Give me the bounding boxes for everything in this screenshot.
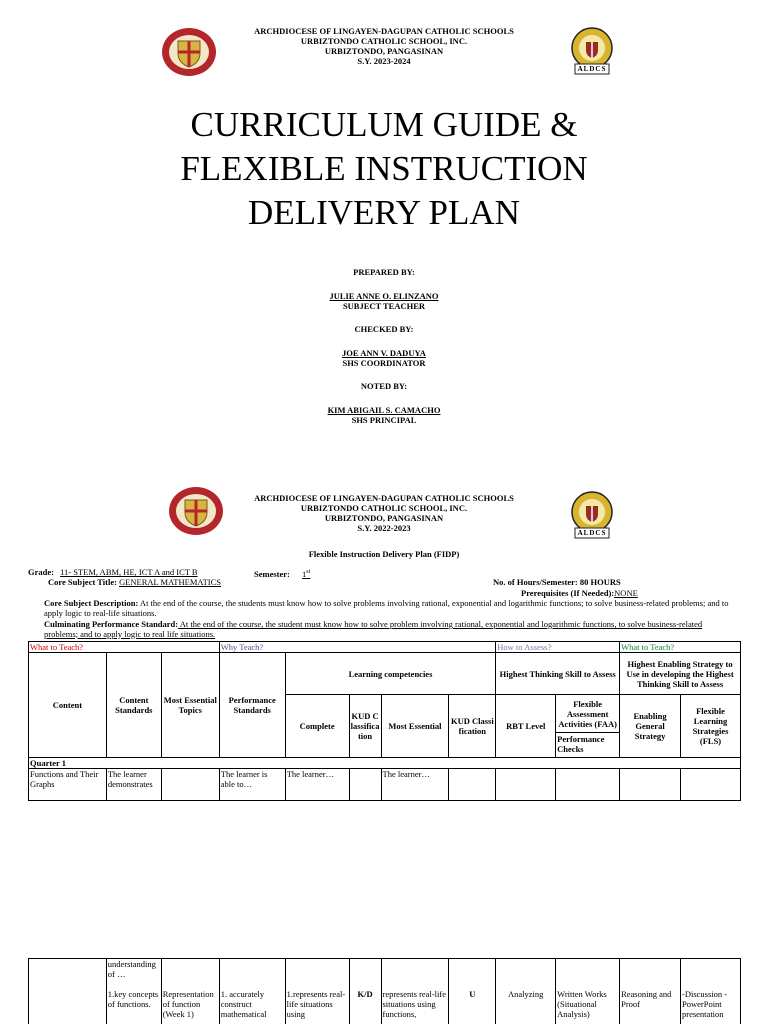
fidp-heading: Flexible Instruction Delivery Plan (FIDP) xyxy=(308,549,460,559)
core-subject-title-line xyxy=(48,577,221,587)
header-school-year: S.Y. 2023-2024 xyxy=(357,56,411,66)
desc-label: Core Subject Description: xyxy=(44,598,139,608)
table-row xyxy=(29,769,741,801)
header-archdiocese: ARCHDIOCESE OF LINGAYEN-DAGUPAN CATHOLIC SCHOOLS xyxy=(254,26,514,36)
aldcs-logo-text: ALDCS xyxy=(577,65,607,73)
section-what-to-teach: What to Teach? xyxy=(29,642,220,653)
table-row xyxy=(29,959,741,1024)
header-row-1 xyxy=(29,653,741,695)
cell-content-standards-2 xyxy=(106,959,161,1024)
noted-by-name: KIM ABIGAIL S. CAMACHO xyxy=(327,405,441,415)
header-school: URBIZTONDO CATHOLIC SCHOOL, INC. xyxy=(300,36,468,46)
header-archdiocese-2: ARCHDIOCESE OF LINGAYEN-DAGUPAN CATHOLIC SCHOOLS xyxy=(254,493,514,503)
desc-text: At the end of the course, the students must know how to solve problems involving rational, exponential and logarithmic functions; to solve business-related problems; and to apply logic to real-life situations. xyxy=(44,598,729,618)
noted-by-label: NOTED BY: xyxy=(360,381,408,391)
col-faa-cell xyxy=(556,695,620,758)
prepared-by-label: PREPARED BY: xyxy=(353,267,415,277)
header-school-year-2: S.Y. 2022-2023 xyxy=(357,523,411,533)
complete-item: 1.represents real-life situations using xyxy=(286,989,346,1019)
checked-by-name: JOE ANN V. DADUYA xyxy=(342,348,426,358)
noted-by-block xyxy=(0,405,768,425)
pstd-item: 1. accurately construct mathematical xyxy=(220,989,267,1019)
cell-performance-standards: The learner is able to… xyxy=(219,769,285,801)
col-kud-classification-2: KUD Classification xyxy=(449,695,496,758)
culminating-performance-standard xyxy=(44,620,736,639)
cover-header xyxy=(200,26,568,66)
cell-fls xyxy=(681,769,741,801)
fidp-header xyxy=(200,493,568,533)
cst-value: GENERAL MATHEMATICS xyxy=(119,577,221,587)
section-what-to-teach-2: What to Teach? xyxy=(620,642,741,653)
hours-line: No. of Hours/Semester: 80 HOURS xyxy=(493,577,621,587)
header-school-2: URBIZTONDO CATHOLIC SCHOOL, INC. xyxy=(300,503,468,513)
fidp-table-continued xyxy=(28,958,741,1024)
checked-by-label: CHECKED BY: xyxy=(354,324,414,334)
core-subject-description xyxy=(44,599,736,618)
fls-item: -Discussion -PowerPoint presentation xyxy=(682,989,728,1019)
col-flexible-learning-strategies: Flexible Learning Strategies (FLS) xyxy=(681,695,741,758)
semester-number: 1 xyxy=(302,568,307,579)
cell-rbt-2 xyxy=(496,959,556,1024)
col-highest-thinking-skill: Highest Thinking Skill to Assess xyxy=(496,653,620,695)
topic-item: Representation of function (Week 1) xyxy=(162,989,214,1019)
title-line-1: CURRICULUM GUIDE & xyxy=(190,105,578,144)
col-most-essential: Most Essential xyxy=(381,695,449,758)
col-rbt-level: RBT Level xyxy=(496,695,556,758)
cell-kud-2-2 xyxy=(449,959,496,1024)
semester-value xyxy=(302,569,310,579)
cps-text: At the end of the course, the student must know how to solve problem involving rational, exponential and logarithmic functions, to solve business-related problems; and to apply logic to real life situations. xyxy=(44,619,703,639)
title-line-2: FLEXIBLE INSTRUCTION xyxy=(180,149,588,188)
cell-faa xyxy=(556,769,620,801)
col-kud-classification-1: KUD Classification xyxy=(349,695,381,758)
grade-value: 11- STEM, ABM, HE, ICT A and ICT B xyxy=(60,567,198,577)
cell-topic-2 xyxy=(161,959,219,1024)
cell-egs-2 xyxy=(620,959,681,1024)
cell-most-2 xyxy=(381,959,449,1024)
cst-label: Core Subject Title: xyxy=(48,577,117,587)
col-most-essential-topics: Most Essential Topics xyxy=(161,653,219,758)
cell-most-essential: The learner… xyxy=(381,769,449,801)
cell-pstd-2 xyxy=(219,959,285,1024)
cell-kud-1-2 xyxy=(349,959,381,1024)
col-performance-standards: Performance Standards xyxy=(219,653,285,758)
cell-fls-2 xyxy=(681,959,741,1024)
col-highest-enabling-strategy: Highest Enabling Strategy to Use in developing the Highest Thinking Skill to Assess xyxy=(620,653,741,695)
quarter-row xyxy=(29,758,741,769)
grade-line xyxy=(28,567,198,577)
col-learning-competencies: Learning competencies xyxy=(285,653,496,695)
aldcs-logo-text-2: ALDCS xyxy=(577,529,607,537)
kud2-item: U xyxy=(469,989,476,999)
cell-kud-2 xyxy=(449,769,496,801)
rbt-item: Analyzing xyxy=(508,989,544,999)
cell-content-2 xyxy=(29,959,107,1024)
cell-most-essential-topics xyxy=(161,769,219,801)
section-why-teach: Why Teach? xyxy=(219,642,496,653)
col-complete: Complete xyxy=(285,695,349,758)
checked-by-role: SHS COORDINATOR xyxy=(342,358,426,368)
cell-egs xyxy=(620,769,681,801)
fidp-table xyxy=(28,641,741,801)
prereq-value: NONE xyxy=(614,588,638,598)
col-enabling-general-strategy: Enabling General Strategy xyxy=(620,695,681,758)
header-address: URBIZTONDO, PANGASINAN xyxy=(324,46,444,56)
checked-by-block xyxy=(0,348,768,368)
cstd-top: understanding of … xyxy=(107,959,156,979)
section-how-to-assess: How to Assess? xyxy=(496,642,620,653)
cell-complete: The learner… xyxy=(285,769,349,801)
semester-label: Semester: xyxy=(254,568,290,579)
quarter-label: Quarter 1 xyxy=(29,758,741,769)
cstd-item: 1.key concepts of functions. xyxy=(107,989,159,1009)
prepared-by-role: SUBJECT TEACHER xyxy=(342,301,426,311)
faa-item: Written Works (Situational Analysis) xyxy=(557,989,607,1019)
semester-suffix: st xyxy=(306,569,311,575)
title-line-3: DELIVERY PLAN xyxy=(248,193,520,232)
col-content: Content xyxy=(29,653,107,758)
aldcs-seal-logo-2 xyxy=(566,490,618,540)
egs-item: Reasoning and Proof xyxy=(621,989,672,1009)
cps-label: Culminating Performance Standard: xyxy=(44,619,179,629)
most-item: represents real-life situations using functions, xyxy=(382,989,446,1019)
col-performance-checks: Performance Checks xyxy=(557,734,605,754)
header-address-2: URBIZTONDO, PANGASINAN xyxy=(324,513,444,523)
prepared-by-block xyxy=(0,291,768,311)
cell-faa-2 xyxy=(556,959,620,1024)
prepared-by-name: JULIE ANNE O. ELINZANO xyxy=(329,291,439,301)
cell-complete-2 xyxy=(285,959,349,1024)
semester-line xyxy=(254,567,310,579)
kud1-item: K/D xyxy=(357,989,373,999)
cover-title xyxy=(0,103,768,235)
cell-content: Functions and Their Graphs xyxy=(29,769,107,801)
section-row xyxy=(29,642,741,653)
cell-rbt xyxy=(496,769,556,801)
noted-by-role: SHS PRINCIPAL xyxy=(351,415,417,425)
aldcs-seal-logo xyxy=(566,26,618,76)
prerequisites-line xyxy=(521,588,638,598)
col-faa: Flexible Assessment Activities (FAA) xyxy=(556,695,619,733)
col-content-standards: Content Standards xyxy=(106,653,161,758)
prereq-label: Prerequisites (If Needed): xyxy=(521,588,615,598)
cell-kud-1 xyxy=(349,769,381,801)
cell-content-standards: The learner demonstrates xyxy=(106,769,161,801)
grade-label: Grade: xyxy=(28,567,54,577)
